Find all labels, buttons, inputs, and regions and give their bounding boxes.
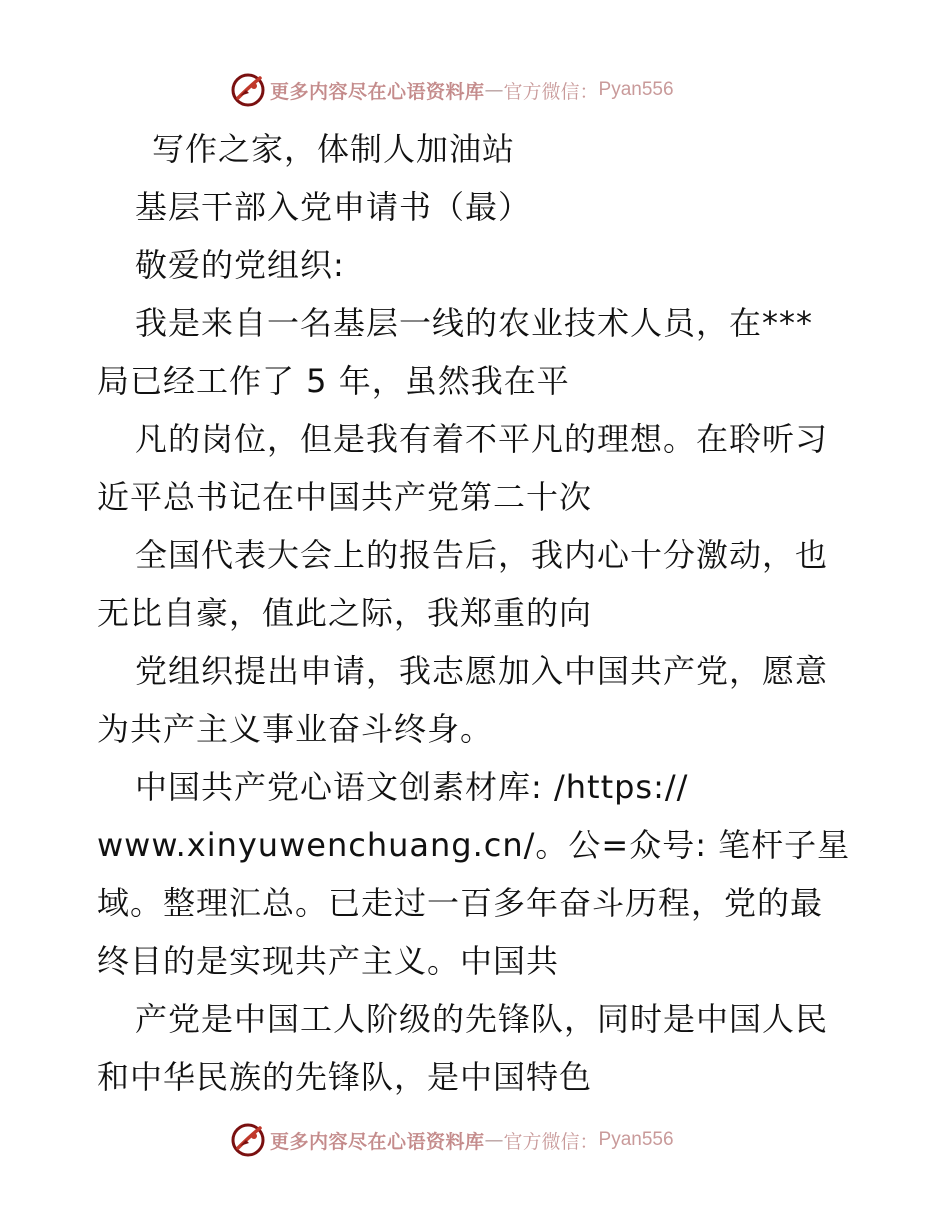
salutation: 敬爱的党组织: xyxy=(135,246,345,284)
footer-wechat-id: Pyan556 xyxy=(598,1129,674,1150)
body-line: 近平总书记在中国共产党第二十次 xyxy=(97,478,593,516)
document-body xyxy=(97,120,857,1106)
body-line: 产党是中国工人阶级的先锋队，同时是中国人民 xyxy=(135,1000,829,1038)
header-watermark xyxy=(230,70,750,110)
body-line: 凡的岗位，但是我有着不平凡的理想。在聆听习 xyxy=(135,420,829,458)
body-line: 域。整理汇总。已走过一百多年奋斗历程，党的最 xyxy=(97,884,824,922)
body-line: 党组织提出申请，我志愿加入中国共产党，愿意 xyxy=(135,652,829,690)
body-line: 中国共产党心语文创素材库: /https:// xyxy=(135,768,689,806)
footer-separator: — xyxy=(484,1129,504,1151)
document-tagline: 写作之家，体制人加油站 xyxy=(152,130,516,168)
body-line: 局已经工作了 5 年，虽然我在平 xyxy=(97,362,570,400)
body-line: www.xinyuwenchuang.cn/。公=众号: 笔杆子星 xyxy=(97,826,851,864)
body-line: 为共产主义事业奋斗终身。 xyxy=(97,710,494,748)
header-brand-text: 更多内容尽在心语资料库 xyxy=(270,80,485,103)
header-wechat-id: Pyan556 xyxy=(598,79,674,100)
body-line: 终目的是实现共产主义。中国共 xyxy=(97,942,560,980)
footer-watermark xyxy=(230,1120,750,1160)
body-line: 全国代表大会上的报告后，我内心十分激动，也 xyxy=(135,536,829,574)
body-line: 无比自豪，值此之际，我郑重的向 xyxy=(97,594,593,632)
pen-logo-icon xyxy=(230,72,266,108)
footer-wechat-label: 官方微信： xyxy=(503,1130,599,1153)
pen-logo-icon xyxy=(230,1122,266,1158)
header-wechat-label: 官方微信： xyxy=(503,80,599,103)
body-line: 我是来自一名基层一线的农业技术人员，在*** xyxy=(135,304,814,342)
header-separator: — xyxy=(484,79,504,101)
body-line: 和中华民族的先锋队，是中国特色 xyxy=(97,1058,593,1096)
footer-brand-text: 更多内容尽在心语资料库 xyxy=(270,1130,485,1153)
document-title: 基层干部入党申请书（最） xyxy=(135,188,532,226)
